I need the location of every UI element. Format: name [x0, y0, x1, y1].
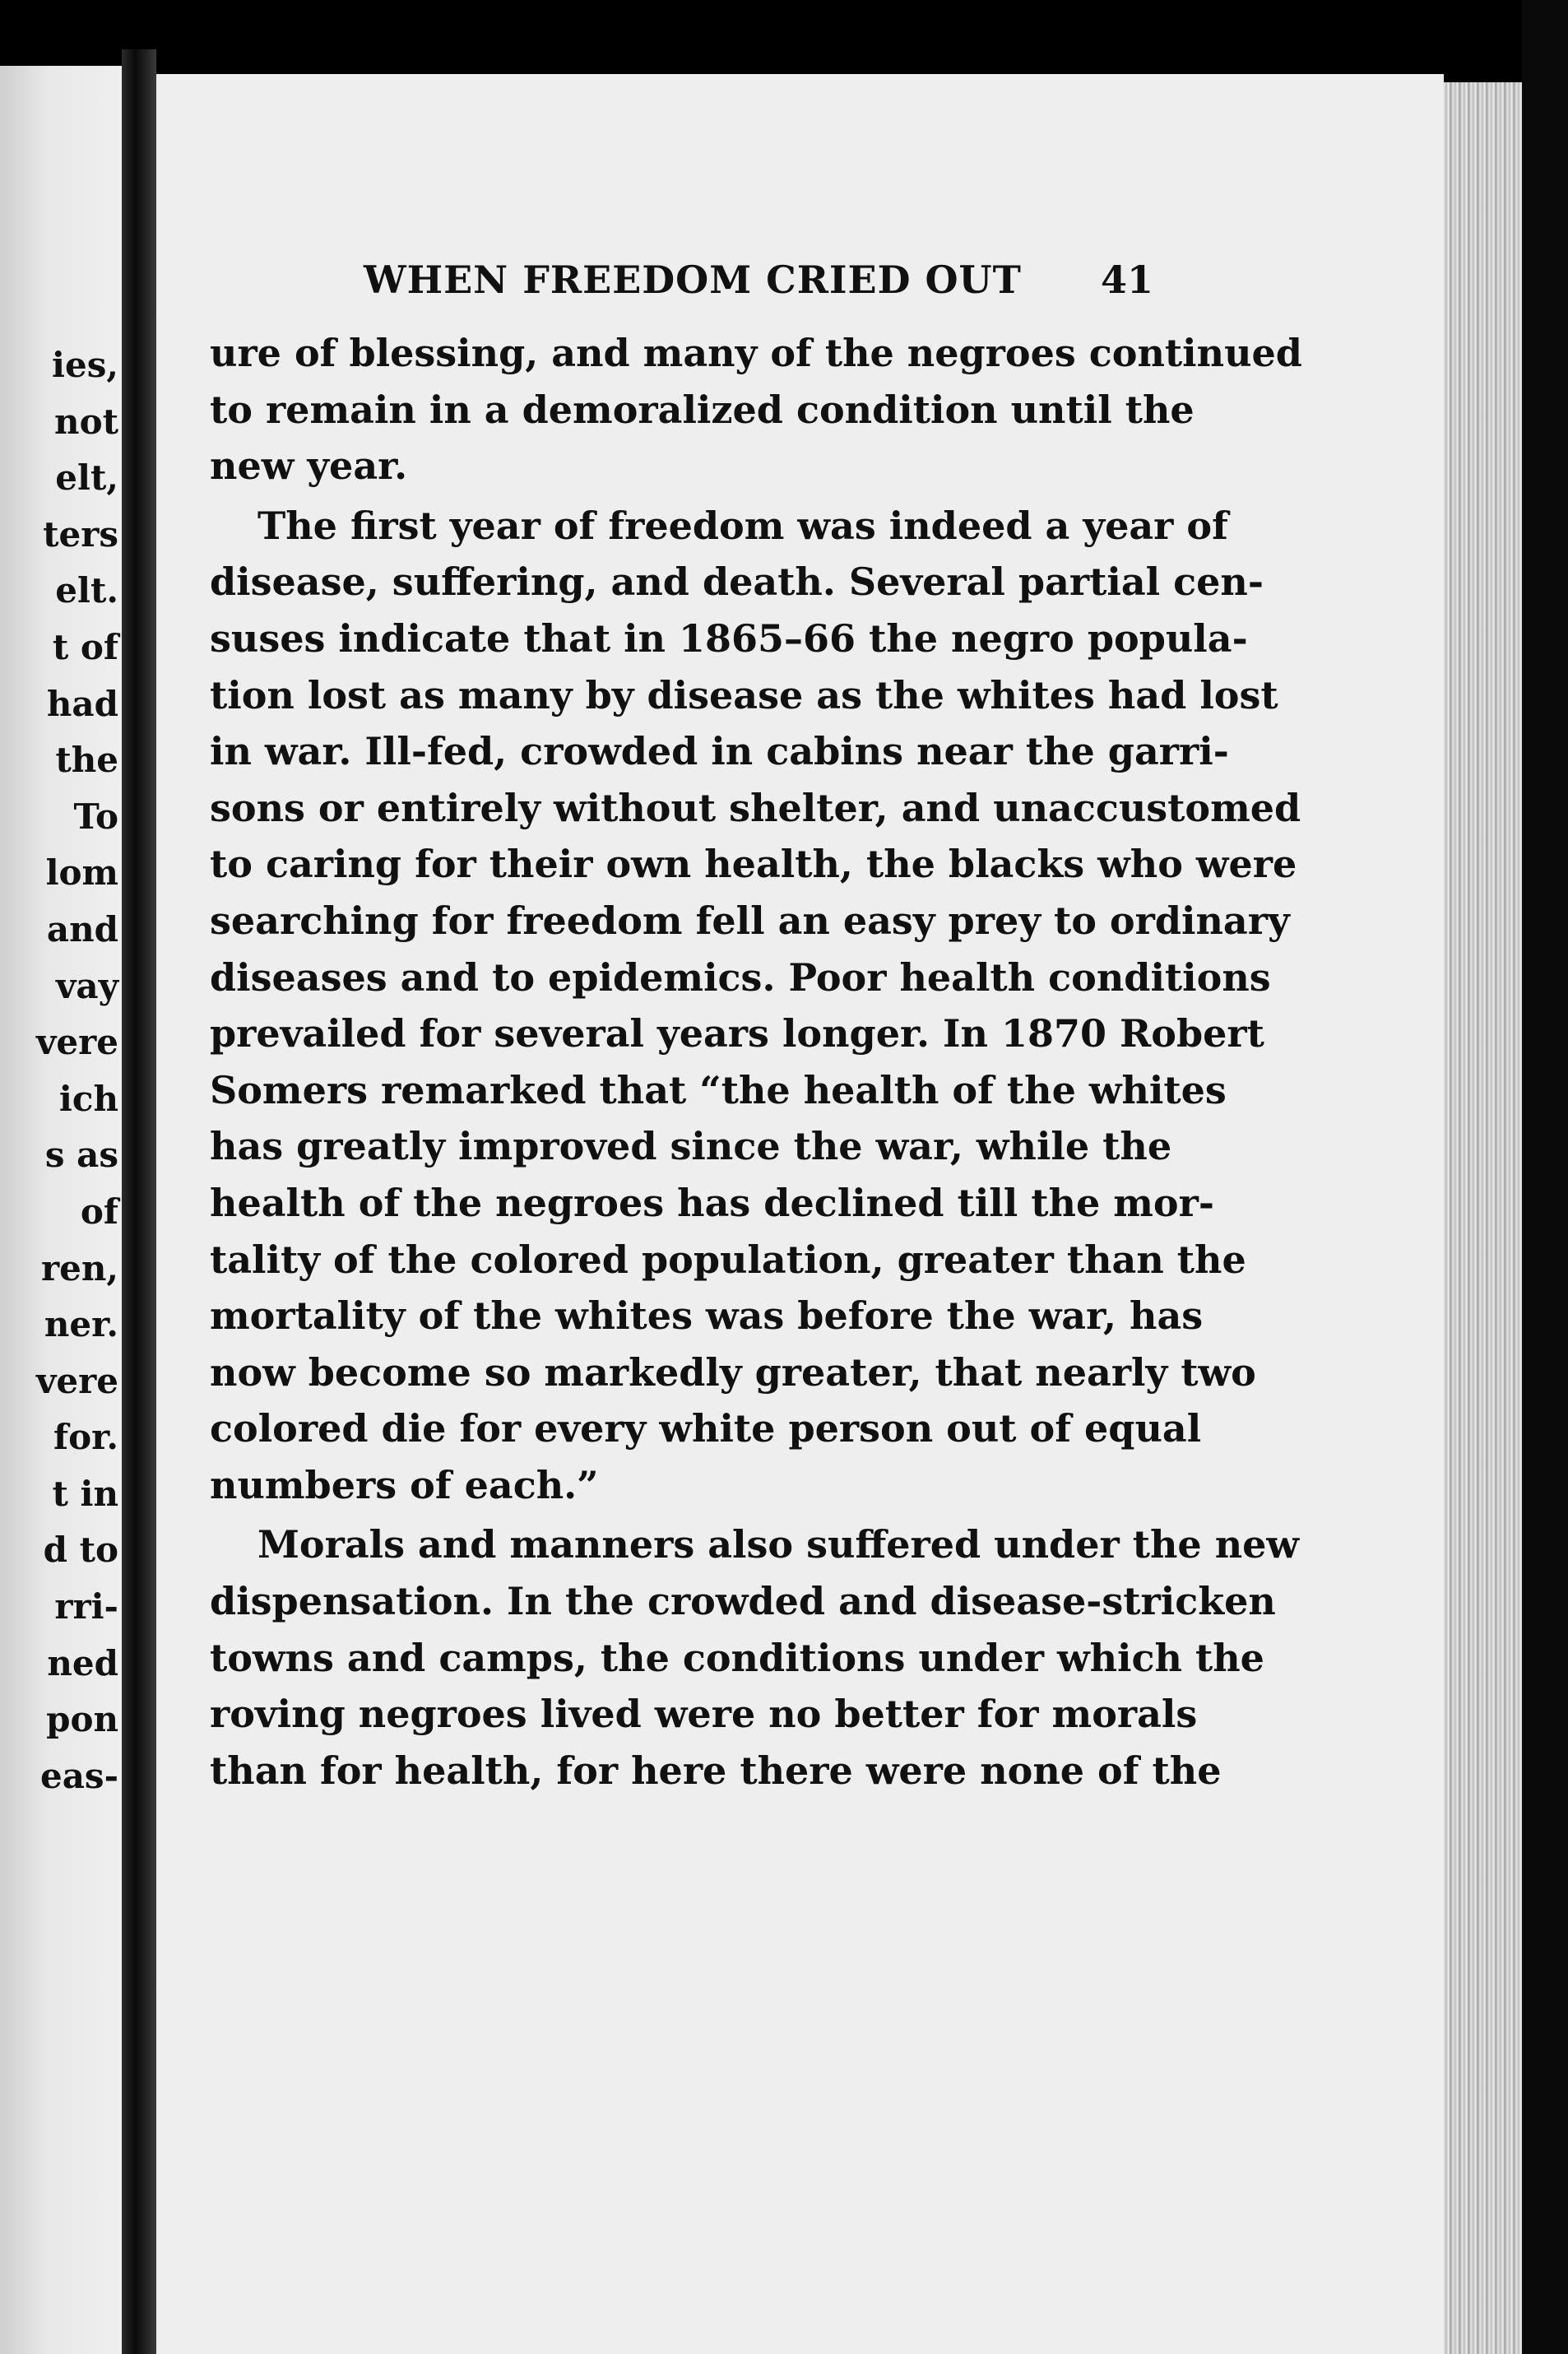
text-line: numbers of each.”	[210, 1462, 599, 1507]
text-line: tion lost as many by disease as the whites had lost	[210, 672, 1278, 717]
previous-page-line: d to	[43, 1530, 118, 1571]
text-line: roving negroes lived were no better for morals	[210, 1692, 1198, 1737]
previous-page-line: To	[73, 796, 118, 837]
previous-page-line: ich	[58, 1078, 118, 1119]
previous-page-line: pon	[46, 1699, 118, 1740]
previous-page-line: vere	[36, 1022, 118, 1063]
text-line: dispensation. In the crowded and disease-stricken	[210, 1579, 1276, 1624]
previous-page-line: t of	[52, 626, 118, 667]
previous-page-line: lom	[45, 852, 118, 894]
text-line: ure of blessing, and many of the negroes continued	[210, 331, 1302, 375]
text-line: now become so markedly greater, that nearly two	[210, 1349, 1256, 1395]
previous-page-line: ies,	[52, 345, 118, 385]
previous-page-line: s as	[44, 1135, 118, 1176]
page-header	[364, 247, 1153, 313]
previous-page-line: ren,	[40, 1247, 118, 1288]
running-head: WHEN FREEDOM CRIED OUT	[364, 258, 1022, 302]
book-gutter	[122, 49, 156, 2354]
previous-page-line: of	[80, 1191, 118, 1232]
previous-page	[0, 66, 122, 2354]
previous-page-line: for.	[53, 1417, 118, 1458]
previous-page-line: vay	[55, 965, 118, 1006]
previous-page-line: ner.	[44, 1304, 118, 1345]
text-line: searching for freedom fell an easy prey to ordinary	[210, 898, 1290, 943]
previous-page-line: the	[55, 740, 118, 781]
previous-page-line: and	[46, 908, 118, 949]
text-line: than for health, for here there were none of the	[210, 1748, 1222, 1793]
text-line: prevailed for several years longer. In 1870 Robert	[210, 1011, 1264, 1056]
text-line: disease, suffering, and death. Several partial cen-	[210, 559, 1264, 605]
scan-background	[1522, 0, 1568, 2354]
text-line: diseases and to epidemics. Poor health conditions	[210, 954, 1271, 1000]
previous-page-line: elt,	[55, 457, 118, 499]
text-line: sons or entirely without shelter, and unaccustomed	[210, 785, 1301, 830]
previous-page-line: had	[46, 683, 118, 724]
text-line: colored die for every white person out of equal	[210, 1406, 1202, 1451]
text-line: health of the negroes has declined till the mor-	[210, 1180, 1214, 1225]
text-line: towns and camps, the conditions under which the	[210, 1635, 1264, 1680]
previous-page-line: eas-	[39, 1755, 118, 1796]
previous-page-line: ned	[47, 1642, 118, 1683]
text-line: The first year of freedom was indeed a year of	[257, 503, 1228, 548]
text-line: mortality of the whites was before the war, has	[210, 1293, 1204, 1339]
text-line: Somers remarked that “the health of the whites	[210, 1067, 1227, 1112]
previous-page-line: elt.	[55, 570, 118, 611]
text-line: has greatly improved since the war, while the	[210, 1124, 1172, 1169]
page-block-edge	[1444, 82, 1522, 2354]
previous-page-line: ters	[43, 513, 118, 555]
body-text	[210, 325, 1302, 1799]
previous-page-line: not	[54, 401, 118, 442]
page-number: 41	[1100, 258, 1153, 302]
text-line: to caring for their own health, the blacks who were	[210, 842, 1297, 887]
previous-page-line: rri-	[54, 1586, 118, 1627]
text-line: in war. Ill-fed, crowded in cabins near the garri-	[210, 729, 1229, 774]
previous-page-text-fragments	[0, 337, 122, 1804]
text-line: tality of the colored population, greater than the	[210, 1237, 1246, 1282]
previous-page-line: vere	[36, 1360, 118, 1401]
text-line: new year.	[210, 443, 408, 489]
previous-page-line: t in	[52, 1473, 118, 1514]
text-line: suses indicate that in 1865–66 the negro popula-	[210, 615, 1248, 661]
paragraph	[210, 1516, 1300, 1799]
text-line: Morals and manners also suffered under the new	[257, 1522, 1300, 1567]
paragraph	[210, 498, 1301, 1514]
text-line: to remain in a demoralized condition until the	[210, 387, 1195, 432]
paragraph	[210, 325, 1302, 494]
